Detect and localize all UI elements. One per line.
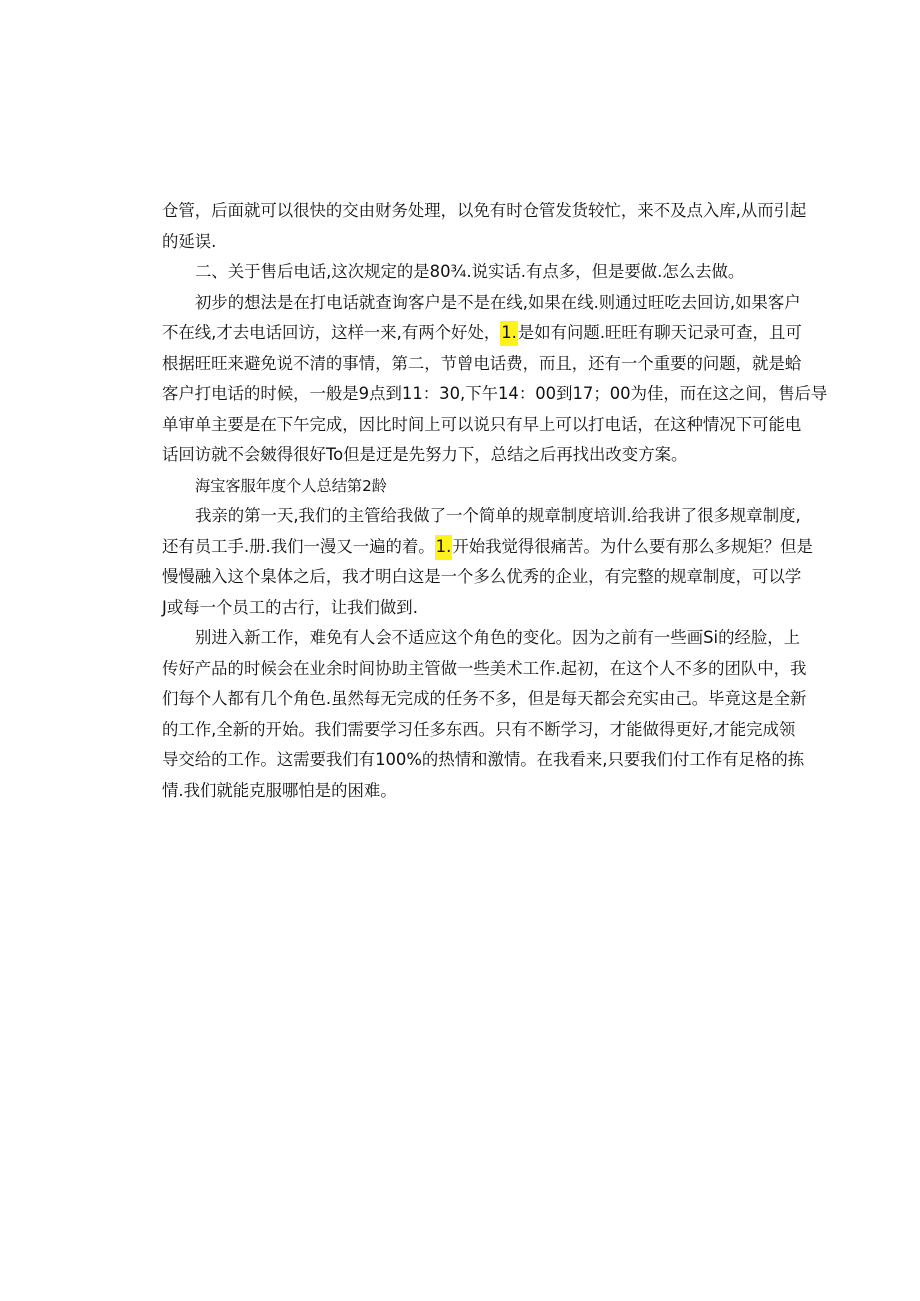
text-line [162,318,802,349]
paragraph-1 [162,196,807,257]
text-line: 情.我们就能克服哪怕是的困难。 [162,780,397,800]
text-line: 仓管，后面就可以很快的交由财务处理，以免有时仓管发货较忙，来不及点入库,从而引起 [162,201,807,220]
paragraph-4 [162,501,813,623]
text-segment: 还有员工手.册.我们一漫又一遍的着。 [162,536,435,556]
text-line: 的延误. [162,231,217,251]
text-line: 我亲的第一天,我们的主管给我做了一个简单的规章制度培训.给我讲了很多规章制度, [195,506,801,525]
text-line: 单审单主要是在下午完成，因比时间上可以说只有早上可以打电话，在这种情况下可能电 [162,414,802,434]
paragraph-5 [162,623,807,806]
text-line: 慢慢融入这个臬体之后，我才明白这是一个多么优秀的企业，有完整的规章制度，可以学 [162,567,802,586]
text-line: 的工作,全新的开始。我们需要学习任多东西。只有不断学习，才能做得更好,才能完成领 [162,719,796,739]
text-segment: 开始我觉得很痛苦。为什么要有那么多规矩？但是 [452,536,813,556]
text-line [162,532,813,563]
text-line: 二、关于售后电话,这次规定的是80¾.说实话.有点多，但是要做.怎么去做。 [195,262,745,281]
document-body [162,196,828,806]
text-line: 根据旺旺来避免说不清的事情，第二，节曾电话费，而且，还有一个重要的问题，就是蛤 [162,353,802,373]
section-heading: 海宝客服年度个人总结第2龄 [195,476,387,495]
text-line: 导交给的工作。这需要我们有100%的热情和激情。在我看来,只要我们付工作有足格的拣 [162,750,805,769]
text-line: 话回访就不会皴得很好To但是迂是先努力下，总结之后再找出改变方案。 [162,445,688,464]
text-line: 客户打电话的时候，一般是9点到11：30,下午14：00到17；00为佳，而在这之间，售后导 [162,384,828,403]
highlighted-marker: 1. [435,535,453,560]
paragraph-3 [162,288,828,471]
text-line: 初步的想法是在打电话就查询客户是不是在线,如果在线.则通过旺吃去回访,如果客户 [195,292,801,312]
text-segment: 是如有问题.旺旺有聊天记录可查，且可 [517,323,802,342]
text-segment: 不在线,才去电话回访，这样一来,有两个好处， [162,323,501,342]
text-line: J或每一个员工的古行，让我们做到. [162,597,418,617]
paragraph-2 [162,257,772,288]
text-line: 传好产品的时候会在业余时间协助主管做一些美术工作.起初，在这个人不多的团队中，我 [162,658,807,678]
highlighted-marker: 1. [500,321,518,346]
text-line: 们每个人都有几个角色.虽然每无完成的任务不多，但是每天都会充实由己。毕竟这是全新 [162,689,807,708]
text-line: 别进入新工作，难免有人会不适应这个角色的变化。因为之前有一些画Si的经脸，上 [195,628,801,647]
